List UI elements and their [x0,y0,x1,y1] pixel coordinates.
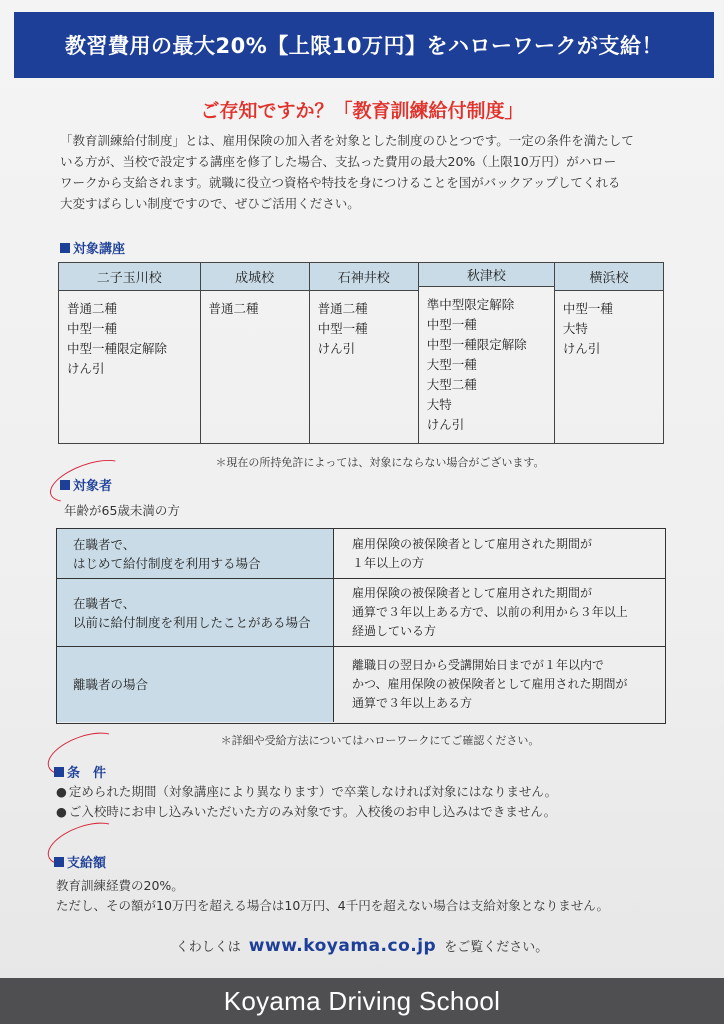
course-item: 大型一種 [426,357,477,372]
intro-line: 大変すばらしい制度ですので、ぜひご活用ください。 [60,196,360,211]
course-item: 普通二種 [67,301,118,316]
case-line: 在職者で、 [73,595,136,611]
requirement-line: 雇用保険の被保険者として雇用された期間が [352,586,593,600]
course-item: 中型一種 [426,317,477,332]
case-line: はじめて給付制度を利用する場合 [73,555,261,571]
eligibility-requirement [334,579,665,646]
amount-heading [54,852,106,871]
eligibility-row [57,579,665,647]
case-line: 離職者の場合 [73,677,149,692]
course-items [555,291,663,367]
course-items [310,291,418,367]
intro-paragraph [60,130,670,214]
course-column [419,263,555,443]
course-item: 中型一種 [317,321,368,336]
eligibility-case [57,647,334,722]
eligibility-requirement [334,647,665,722]
course-items [59,291,200,387]
course-school-header: 秋津校 [419,263,554,287]
course-item: 大特 [562,321,588,336]
course-item: 大特 [426,397,452,412]
square-bullet-icon [54,767,64,777]
course-item: 普通二種 [208,301,259,316]
requirement-line: 雇用保険の被保険者として雇用された期間が [352,536,593,551]
course-item: けん引 [426,417,465,432]
course-column [201,263,310,443]
case-line: 在職者で、 [73,536,136,552]
subtitle: ご存知ですか？「教育訓練給付制度」 [200,100,524,122]
requirement-line: 通算で３年以上ある方 [352,696,473,710]
target-age: 年齢が65歳未満の方 [64,503,180,518]
course-item: 準中型限定解除 [426,297,515,312]
contact-prefix: くわしくは [175,940,241,955]
case-line: 以前に給付制度を利用したことがある場合 [73,614,311,630]
intro-line: ワークから支給されます。就職に役立つ資格や特技を身につけることを国がバックアップしてくれる [60,175,621,190]
course-item: 普通二種 [317,301,368,316]
requirement-line: かつ、雇用保険の被保険者として雇用された期間が [352,677,628,691]
course-column [555,263,663,443]
eligibility-case [57,579,334,646]
square-bullet-icon [60,243,70,253]
conditions-heading [54,762,106,781]
course-school-header: 石神井校 [310,263,418,291]
headline-banner: 教習費用の最大20%【上限10万円】をハローワークが支給！ [14,12,714,78]
course-item: 中型一種限定解除 [426,337,527,352]
courses-table [58,262,664,444]
courses-heading [60,238,125,257]
course-item: 大型二種 [426,377,477,392]
condition-item: ● 定められた期間（対象講座により異なります）で卒業しなければ対象にはなりません。 [56,782,557,800]
requirement-line: １年以上の方 [352,555,425,570]
requirement-line: 離職日の翌日から受講開始日までが１年以内で [352,658,605,672]
conditions-heading-label: 条 件 [67,766,107,781]
courses-note: ＊現在の所持免許によっては、対象にならない場合がございます。 [215,456,545,469]
course-item: けん引 [67,361,105,376]
contact-line [0,936,724,956]
square-bullet-icon [60,480,70,490]
target-heading [60,475,112,494]
eligibility-requirement [334,529,665,578]
square-bullet-icon [54,857,64,867]
intro-line: いる方が、当校で設定する講座を修了した場合、支払った費用の最大20%（上限10万円）がハロー [60,154,617,169]
requirement-line: 通算で３年以上ある方で、以前の利用から３年以上 [352,605,628,619]
footer-logo-text: Koyama Driving School [0,978,724,1024]
target-note: ＊詳細や受給方法についてはハローワークにてご確認ください。 [220,734,540,747]
eligibility-row [57,529,665,579]
courses-heading-label: 対象講座 [73,242,126,257]
course-item: けん引 [317,341,356,356]
eligibility-table [56,528,666,724]
condition-item: ● ご入校時にお申し込みいただいた方のみ対象です。入校後のお申し込みはできません。 [56,802,556,820]
course-school-header: 成城校 [201,263,309,291]
contact-suffix: をご覧ください。 [444,940,549,955]
course-item: 中型一種 [67,321,118,336]
course-school-header: 横浜校 [555,263,663,291]
course-column [310,263,419,443]
target-heading-label: 対象者 [73,479,113,494]
amount-line: ただし、その額が10万円を超える場合は10万円、4千円を超えない場合は支給対象となりません。 [56,898,610,913]
course-column [59,263,201,443]
course-item: 中型一種 [562,301,613,316]
course-items [419,287,554,443]
course-item: けん引 [562,341,601,356]
course-school-header: 二子玉川校 [59,263,200,291]
website-link[interactable]: www.koyama.co.jp [248,936,437,956]
course-item: 中型一種限定解除 [67,341,168,356]
amount-line: 教育訓練経費の20%。 [56,878,184,893]
eligibility-case [57,529,334,578]
intro-line: 「教育訓練給付制度」とは、雇用保険の加入者を対象とした制度のひとつです。一定の条件を満たして [60,133,634,148]
amount-heading-label: 支給額 [67,856,107,871]
course-items [201,291,309,327]
eligibility-row [57,647,665,722]
requirement-line: 経過している方 [352,624,437,638]
